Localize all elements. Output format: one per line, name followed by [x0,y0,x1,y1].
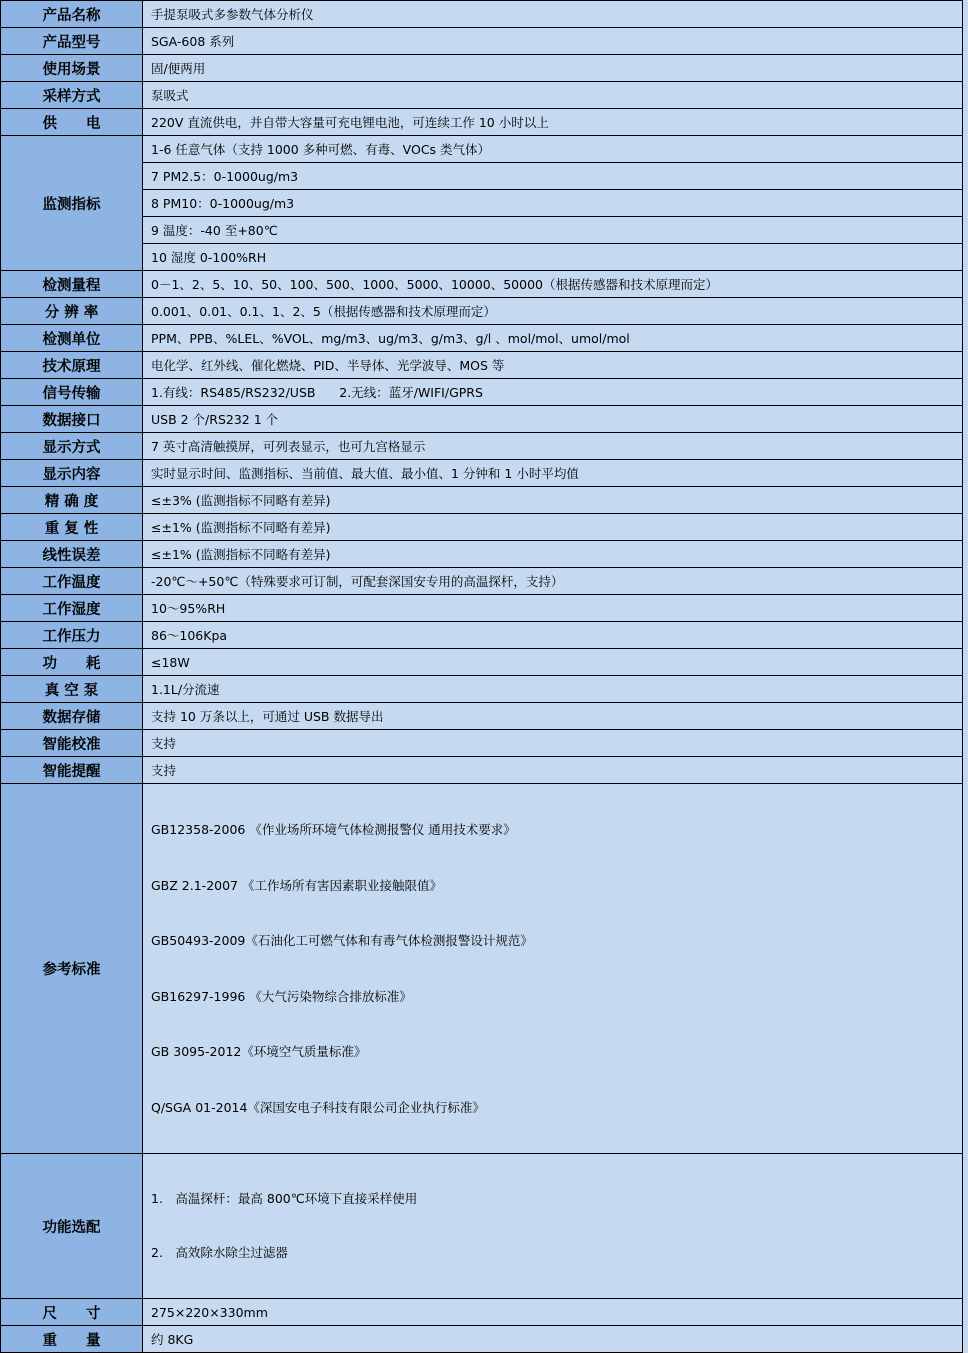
weight-value: 约 8KG [143,1326,963,1353]
standard-line-4: GB16297-1996 《大气污染物综合排放标准》 [151,988,412,1004]
optional-functions-value [143,1154,963,1299]
detection-range-value: 0－1、2、5、10、50、100、500、1000、5000、10000、50000（根据传感器和技术原理而定） [143,271,963,298]
repeatability-label: 重 复 性 [1,514,143,541]
working-humidity-label: 工作湿度 [1,595,143,622]
row-linearity-error [1,541,963,568]
linearity-error-label: 线性误差 [1,541,143,568]
dimensions-label: 尺 寸 [1,1299,143,1326]
row-accuracy [1,487,963,514]
row-vacuum-pump [1,676,963,703]
row-smart-reminder [1,757,963,784]
row-monitoring-indicator-1 [1,136,963,163]
display-content-value: 实时显示时间、监测指标、当前值、最大值、最小值、1 分钟和 1 小时平均值 [143,460,963,487]
usage-scenario-label: 使用场景 [1,55,143,82]
standard-line-6: Q/SGA 01-2014《深国安电子科技有限公司企业执行标准》 [151,1099,485,1115]
reference-standards-label: 参考标准 [1,784,143,1154]
detection-range-label: 检测量程 [1,271,143,298]
reference-standards-value [143,784,963,1154]
row-detection-unit [1,325,963,352]
row-monitoring-indicator-4 [1,217,963,244]
row-data-interface [1,406,963,433]
technical-principle-value: 电化学、红外线、催化燃烧、PID、半导体、光学波导、MOS 等 [143,352,963,379]
dimensions-value: 275×220×330mm [143,1299,963,1326]
working-pressure-value: 86～106Kpa [143,622,963,649]
row-monitoring-indicator-5 [1,244,963,271]
row-signal-transmission [1,379,963,406]
row-working-pressure [1,622,963,649]
row-weight [1,1326,963,1353]
standard-line-1: GB12358-2006 《作业场所环境气体检测报警仪 通用技术要求》 [151,822,516,837]
smart-calibration-value: 支持 [143,730,963,757]
working-temperature-label: 工作温度 [1,568,143,595]
working-temperature-value: -20℃～+50℃（特殊要求可订制，可配套深国安专用的高温探杆，支持） [143,568,963,595]
working-humidity-value: 10～95%RH [143,595,963,622]
row-working-humidity [1,595,963,622]
signal-transmission-label: 信号传输 [1,379,143,406]
display-mode-label: 显示方式 [1,433,143,460]
usage-scenario-value: 固/便两用 [143,55,963,82]
monitoring-indicator-5-value: 10 湿度 0-100%RH [143,244,963,271]
row-reference-standards [1,784,963,1154]
row-smart-calibration [1,730,963,757]
display-content-label: 显示内容 [1,460,143,487]
monitoring-indicator-1-value: 1-6 任意气体（支持 1000 多种可燃、有毒、VOCs 类气体） [143,136,963,163]
optional-functions-label: 功能选配 [1,1154,143,1299]
working-pressure-label: 工作压力 [1,622,143,649]
accuracy-value: ≤±3% (监测指标不同略有差异) [143,487,963,514]
row-monitoring-indicator-3 [1,190,963,217]
optional-function-line-2: 2. 高效除水除尘过滤器 [151,1245,288,1260]
row-optional-functions [1,1154,963,1299]
monitoring-indicator-2-value: 7 PM2.5：0-1000ug/m3 [143,163,963,190]
row-technical-principle [1,352,963,379]
display-mode-value: 7 英寸高清触摸屏，可列表显示，也可九宫格显示 [143,433,963,460]
standard-line-2: GBZ 2.1-2007 《工作场所有害因素职业接触限值》 [151,877,442,893]
detection-unit-label: 检测单位 [1,325,143,352]
technical-principle-label: 技术原理 [1,352,143,379]
resolution-value: 0.001、0.01、0.1、1、2、5（根据传感器和技术原理而定） [143,298,963,325]
row-data-storage [1,703,963,730]
row-detection-range [1,271,963,298]
standard-line-3: GB50493-2009《石油化工可燃气体和有毒气体检测报警设计规范》 [151,933,533,948]
product-name-value: 手提泵吸式多参数气体分析仪 [143,1,963,28]
row-power-consumption [1,649,963,676]
monitoring-indicator-3-value: 8 PM10：0-1000ug/m3 [143,190,963,217]
power-consumption-value: ≤18W [143,649,963,676]
row-sampling-method [1,82,963,109]
vacuum-pump-value: 1.1L/分流速 [143,676,963,703]
standard-line-5: GB 3095-2012《环境空气质量标准》 [151,1044,367,1059]
monitoring-indicators-label: 监测指标 [1,136,143,271]
data-interface-value: USB 2 个/RS232 1 个 [143,406,963,433]
sampling-method-value: 泵吸式 [143,82,963,109]
row-monitoring-indicator-2 [1,163,963,190]
accuracy-label: 精 确 度 [1,487,143,514]
power-consumption-label: 功 耗 [1,649,143,676]
data-storage-value: 支持 10 万条以上，可通过 USB 数据导出 [143,703,963,730]
detection-unit-value: PPM、PPB、%LEL、%VOL、mg/m3、ug/m3、g/m3、g/l 、mol/mol、umol/mol [143,325,963,352]
row-resolution [1,298,963,325]
row-power-supply [1,109,963,136]
smart-calibration-label: 智能校准 [1,730,143,757]
row-product-name [1,1,963,28]
signal-transmission-value: 1.有线：RS485/RS232/USB 2.无线：蓝牙/WIFI/GPRS [143,379,963,406]
repeatability-value: ≤±1% (监测指标不同略有差异) [143,514,963,541]
row-usage-scenario [1,55,963,82]
weight-label: 重 量 [1,1326,143,1353]
data-interface-label: 数据接口 [1,406,143,433]
product-model-label: 产品型号 [1,28,143,55]
monitoring-indicator-4-value: 9 温度：-40 至+80℃ [143,217,963,244]
product-model-value: SGA-608 系列 [143,28,963,55]
smart-reminder-value: 支持 [143,757,963,784]
product-name-label: 产品名称 [1,1,143,28]
resolution-label: 分 辨 率 [1,298,143,325]
row-display-content [1,460,963,487]
sampling-method-label: 采样方式 [1,82,143,109]
row-dimensions [1,1299,963,1326]
power-supply-value: 220V 直流供电，并自带大容量可充电锂电池，可连续工作 10 小时以上 [143,109,963,136]
vacuum-pump-label: 真 空 泵 [1,676,143,703]
linearity-error-value: ≤±1% (监测指标不同略有差异) [143,541,963,568]
row-product-model [1,28,963,55]
row-working-temperature [1,568,963,595]
data-storage-label: 数据存储 [1,703,143,730]
smart-reminder-label: 智能提醒 [1,757,143,784]
power-supply-label: 供 电 [1,109,143,136]
row-repeatability [1,514,963,541]
row-display-mode [1,433,963,460]
optional-function-line-1: 1. 高温探杆：最高 800℃环境下直接采样使用 [151,1191,418,1206]
